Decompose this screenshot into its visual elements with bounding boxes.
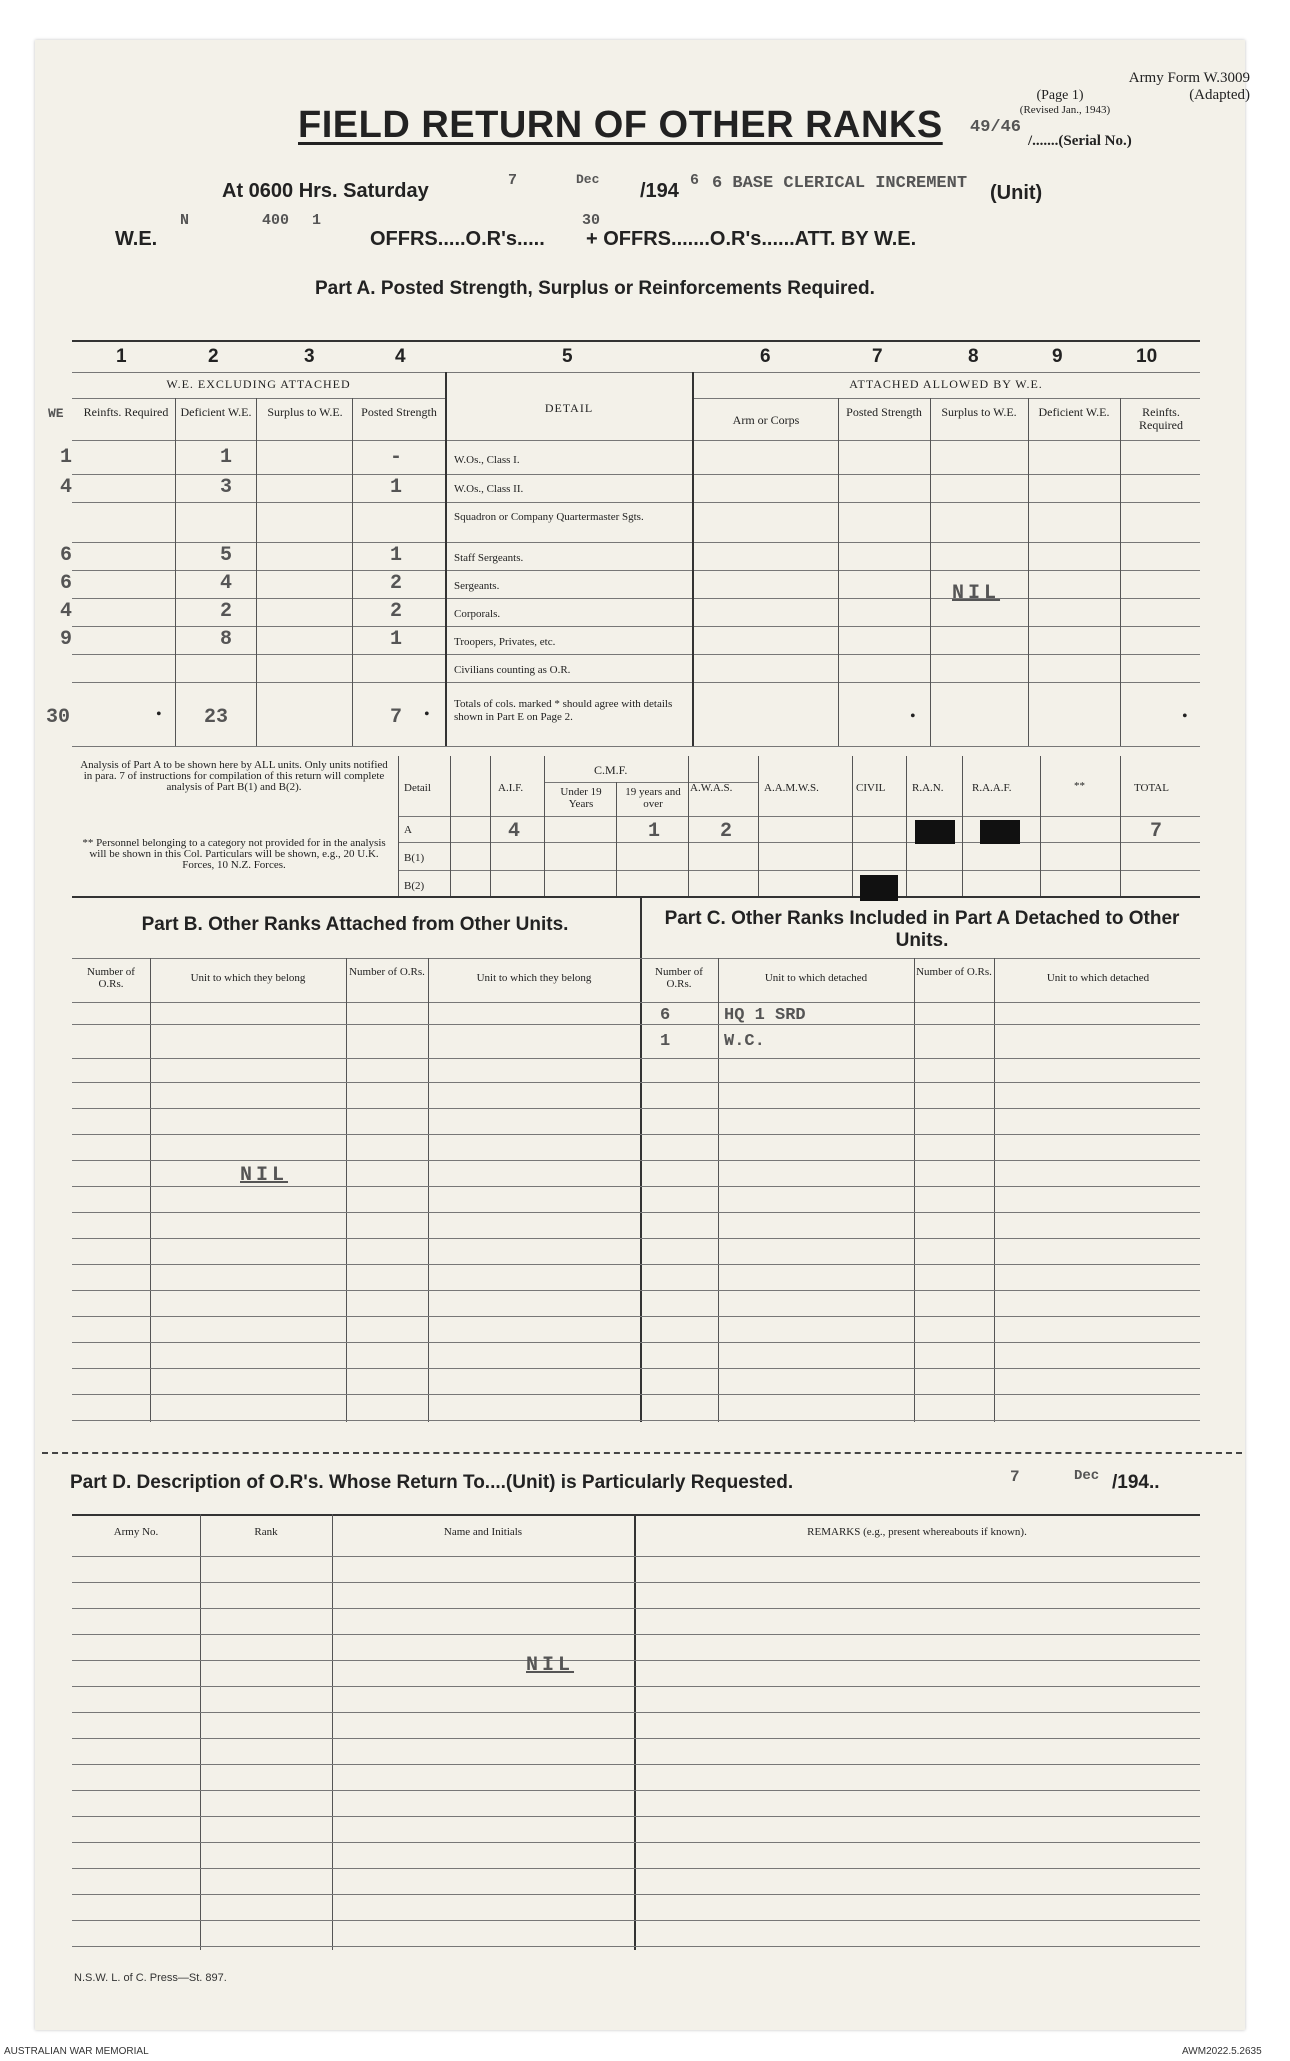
part-a-title: Part A. Posted Strength, Surplus or Reinforcements Required.	[315, 278, 875, 299]
col-number-4: 4	[395, 346, 406, 367]
revised-label: (Revised Jan., 1943)	[1019, 104, 1111, 116]
caption-left: AUSTRALIAN WAR MEMORIAL	[4, 2046, 149, 2057]
part-c-entry-1-unit: HQ 1 SRD	[724, 1006, 806, 1025]
row-wo2-posted: 1	[390, 476, 403, 499]
serial-label: /.......(Serial No.)	[1028, 133, 1132, 149]
part-d-header-rank: Rank	[254, 1526, 278, 1538]
row-detail-pte: Troopers, Privates, etc.	[454, 636, 556, 648]
detail-header: DETAIL	[544, 401, 594, 415]
part-d-header-remarks: REMARKS (e.g., present whereabouts if known).	[807, 1526, 1027, 1538]
part-b-header-num-2: Number of O.Rs.	[349, 966, 425, 978]
or-value: 30	[582, 212, 601, 229]
attached-allowed-header: ATTACHED ALLOWED BY W.E.	[849, 377, 1043, 391]
analysis-header-civil: CIVIL	[856, 782, 886, 794]
caption-right: AWM2022.5.2635	[1182, 2046, 1262, 2057]
part-c-title: Part C. Other Ranks Included in Part A Detached to Other Units.	[664, 908, 1180, 951]
col-number-8: 8	[968, 346, 979, 367]
analysis-header-raaf: R.A.A.F.	[972, 782, 1012, 794]
part-c-header-num-1: Number of O.Rs.	[655, 966, 703, 990]
totals-reinfts: 30	[46, 706, 71, 729]
redaction-ran	[915, 820, 955, 844]
we-offrs: OFFRS.....O.R's.....	[370, 228, 545, 250]
part-c-header-unit-1: Unit to which detached	[764, 972, 868, 984]
analysis-header-detail: Detail	[404, 782, 431, 794]
row-wo2-deficient: 3	[220, 476, 233, 499]
unit-label: (Unit)	[990, 182, 1043, 204]
part-c-header-num-2: Number of O.Rs.	[916, 966, 992, 978]
analysis-header-under19: Under 19 Years	[560, 786, 602, 810]
right-header-surplus: Surplus to W.E.	[941, 405, 1017, 419]
row-sgt-reinfts: 6	[60, 572, 73, 595]
part-d-month: Dec	[1074, 1468, 1100, 1484]
col-number-10: 10	[1136, 346, 1158, 367]
analysis-header-ran: R.A.N.	[912, 782, 944, 794]
tear-line	[42, 1452, 1242, 1454]
part-b-nil: NIL	[240, 1164, 289, 1187]
we-marker: WE	[48, 406, 64, 421]
analysis-a-aif: 4	[508, 820, 521, 843]
part-b-header-num-1: Number of O.Rs.	[87, 966, 135, 990]
totals-deficient: 23	[204, 706, 229, 729]
row-detail-sgt: Sergeants.	[454, 580, 500, 592]
row-ssgt-deficient: 5	[220, 544, 233, 567]
left-header-surplus: Surplus to W.E.	[267, 405, 343, 419]
page-label: (Page 1)	[1036, 88, 1084, 103]
analysis-note-1: Analysis of Part A to be shown here by ALL units. Only units notified in para. 7 of instructions for compilation of this return will complete analysis of Part B(1) and B(2).	[80, 759, 388, 793]
row-pte-deficient: 8	[220, 628, 233, 651]
we-value-1: N	[180, 212, 190, 229]
part-b-header-unit-1: Unit to which they belong	[190, 972, 306, 984]
part-c-entry-1-num: 6	[660, 1006, 671, 1025]
analysis-a-over19: 1	[648, 820, 661, 843]
analysis-header-total: TOTAL	[1134, 782, 1169, 794]
col-number-9: 9	[1052, 346, 1063, 367]
row-detail-civilians: Civilians counting as O.R.	[454, 664, 571, 676]
totals-detail: Totals of cols. marked * should agree with details shown in Part E on Page 2.	[454, 698, 673, 723]
analysis-header-other: **	[1074, 780, 1085, 792]
day-value: 7	[508, 172, 518, 189]
part-d-year: /194..	[1112, 1472, 1160, 1493]
analysis-header-aif: A.I.F.	[498, 782, 524, 794]
year-prefix: /194	[640, 180, 679, 202]
printer-imprint: N.S.W. L. of C. Press—St. 897.	[74, 1972, 227, 1984]
analysis-row-b2: B(2)	[404, 880, 425, 892]
redaction-civil	[860, 875, 898, 901]
analysis-header-over19: 19 years and over	[625, 786, 681, 810]
right-header-arm: Arm or Corps	[732, 413, 800, 427]
col-number-2: 2	[208, 346, 219, 367]
col-number-3: 3	[304, 346, 315, 367]
analysis-row-a: A	[404, 824, 412, 836]
at-line-prefix: At 0600 Hrs. Saturday	[222, 180, 429, 202]
redaction-raaf	[980, 820, 1020, 844]
part-c-header-unit-2: Unit to which detached	[1046, 972, 1150, 984]
row-ssgt-reinfts: 6	[60, 544, 73, 567]
part-b-title: Part B. Other Ranks Attached from Other Units.	[141, 914, 569, 935]
analysis-note-2: ** Personnel belonging to a category not provided for in the analysis will be shown in this Col. Particulars will be shown, e.g., 20 U.K. Forces, 10 N.Z. Forces.	[82, 837, 386, 871]
part-b-header-unit-2: Unit to which they belong	[476, 972, 592, 984]
row-cpl-deficient: 2	[220, 600, 233, 623]
part-d-header-name: Name and Initials	[443, 1526, 523, 1538]
right-header-deficient: Deficient W.E.	[1038, 405, 1110, 419]
row-pte-reinfts: 9	[60, 628, 73, 651]
form-title: FIELD RETURN OF OTHER RANKS	[298, 104, 943, 146]
row-ssgt-posted: 1	[390, 544, 403, 567]
analysis-header-aamws: A.A.M.W.S.	[764, 782, 819, 794]
right-header-reinfts: Reinfts. Required	[1139, 405, 1183, 432]
row-detail-cpl: Corporals.	[454, 608, 501, 620]
row-wo1-deficient: 1	[220, 446, 233, 469]
row-wo1-posted: -	[390, 446, 403, 469]
col-number-5: 5	[562, 346, 573, 367]
year-digit: 6	[690, 172, 700, 189]
we-value-2: 400	[262, 212, 290, 229]
we-excluding-header: W.E. EXCLUDING ATTACHED	[166, 377, 351, 391]
serial-number: 49/46	[970, 118, 1022, 137]
left-header-posted: Posted Strength	[361, 405, 437, 419]
row-detail-staff-sgt: Staff Sergeants.	[454, 552, 524, 564]
analysis-header-awas: A.W.A.S.	[690, 782, 733, 794]
row-sgt-posted: 2	[390, 572, 403, 595]
right-header-posted: Posted Strength	[846, 405, 922, 419]
row-cpl-reinfts: 4	[60, 600, 73, 623]
col-number-6: 6	[760, 346, 771, 367]
attached-nil: NIL	[952, 582, 1001, 605]
row-sgt-deficient: 4	[220, 572, 233, 595]
month-value: Dec	[576, 172, 600, 187]
row-wo1-reinfts: 1	[60, 446, 73, 469]
part-c-entry-2-num: 1	[660, 1032, 671, 1051]
part-d-title: Part D. Description of O.R's. Whose Return To....(Unit) is Particularly Requested.	[70, 1472, 794, 1493]
left-header-deficient: Deficient W.E.	[180, 405, 252, 419]
part-d-header-army-no: Army No.	[113, 1526, 159, 1538]
totals-posted: 7	[390, 706, 403, 729]
col-number-1: 1	[116, 346, 127, 367]
analysis-header-cmf: C.M.F.	[594, 763, 628, 777]
we-rest: + OFFRS.......O.R's......ATT. BY W.E.	[586, 228, 917, 250]
row-wo2-reinfts: 4	[60, 476, 73, 499]
row-detail-wo2: W.Os., Class II.	[454, 483, 524, 495]
analysis-a-total: 7	[1150, 820, 1163, 843]
analysis-row-b1: B(1)	[404, 852, 425, 864]
analysis-a-awas: 2	[720, 820, 733, 843]
we-value-3: 1	[312, 212, 322, 229]
part-d-day: 7	[1010, 1468, 1020, 1486]
we-prefix: W.E.	[115, 228, 158, 250]
col-number-7: 7	[872, 346, 883, 367]
army-form-label: Army Form W.3009 (Adapted)	[1128, 70, 1250, 103]
unit-value: 6 BASE CLERICAL INCREMENT	[712, 174, 968, 193]
part-d-nil: NIL	[526, 1654, 575, 1677]
row-cpl-posted: 2	[390, 600, 403, 623]
row-detail-wo1: W.Os., Class I.	[454, 454, 520, 466]
part-c-entry-2-unit: W.C.	[724, 1032, 765, 1051]
left-header-reinfts: Reinfts. Required	[83, 405, 169, 419]
row-detail-qms: Squadron or Company Quartermaster Sgts.	[454, 511, 644, 523]
row-pte-posted: 1	[390, 628, 403, 651]
